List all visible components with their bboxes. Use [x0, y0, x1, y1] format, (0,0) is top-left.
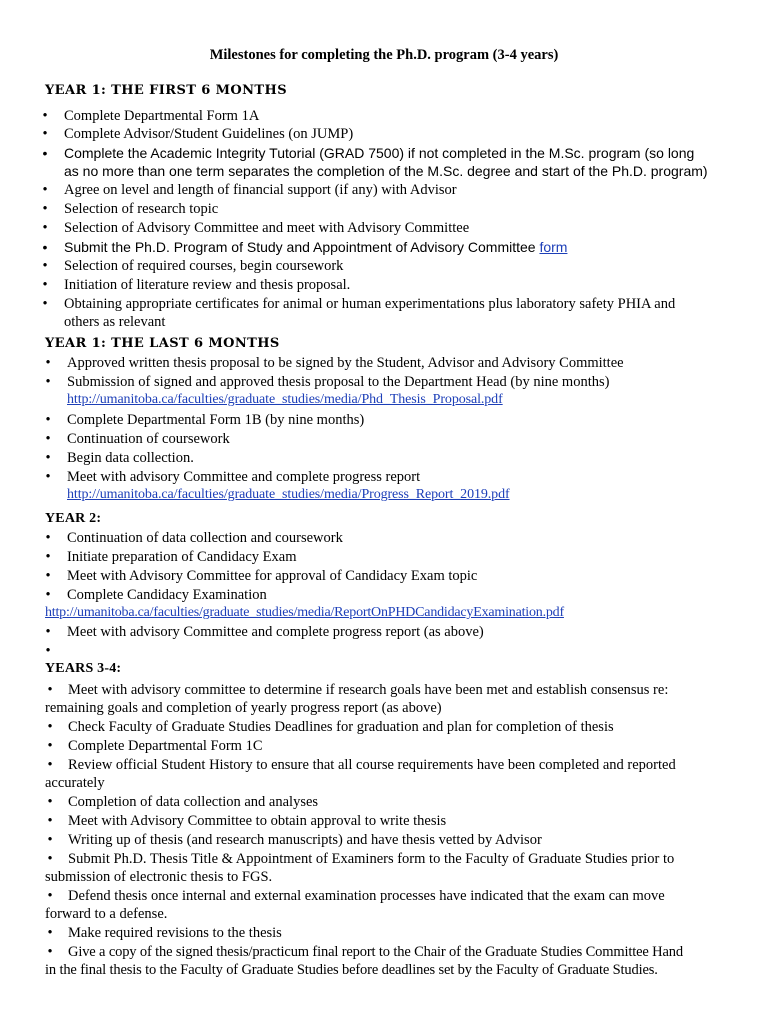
- list-item: • Continuation of data collection and coursework: [67, 529, 343, 548]
- list-item: • Check Faculty of Graduate Studies Deadlines for graduation and plan for completion of thesis: [45, 718, 614, 737]
- bullet-icon: •: [47, 719, 53, 735]
- list-item: • Complete Advisor/Student Guidelines (on JUMP): [64, 125, 353, 144]
- program-of-study-form-link[interactable]: form: [539, 239, 568, 255]
- thesis-proposal-link[interactable]: http://umanitoba.ca/faculties/graduate_studies/media/Phd_Thesis_Proposal.pdf: [67, 392, 503, 407]
- list-item: • Complete Departmental Form 1A: [64, 107, 259, 126]
- list-item: • Meet with advisory Committee and complete progress report: [67, 468, 420, 487]
- list-item: • Selection of Advisory Committee and meet with Advisory Committee: [64, 219, 469, 238]
- list-item-continuation: others as relevant: [64, 314, 166, 330]
- bullet-icon: •: [47, 851, 53, 867]
- bullet-icon: •: [47, 757, 53, 773]
- list-item: • Meet with advisory committee to determine if research goals have been met and establish consensus re:: [45, 681, 668, 700]
- bullet-icon: •: [47, 813, 53, 829]
- bullet-icon: •: [45, 355, 51, 371]
- bullet-icon: •: [45, 412, 51, 428]
- list-item-continuation: in the final thesis to the Faculty of Graduate Studies before deadlines set by the Faculty of Graduate Studies.: [45, 962, 658, 978]
- bullet-icon: •: [45, 643, 51, 659]
- bullet-icon: •: [47, 738, 53, 754]
- list-item-continuation: forward to a defense.: [45, 906, 168, 922]
- list-item: • Submit Ph.D. Thesis Title & Appointment of Examiners form to the Faculty of Graduate Studies prior to: [45, 850, 674, 869]
- bullet-icon: •: [47, 888, 53, 904]
- bullet-icon: •: [47, 925, 53, 941]
- section-heading-years3-4: YEARS 3-4:: [45, 661, 122, 676]
- list-item: • Initiate preparation of Candidacy Exam: [67, 548, 297, 567]
- list-item: • Meet with Advisory Committee for approval of Candidacy Exam topic: [67, 567, 477, 586]
- bullet-icon: •: [42, 182, 48, 198]
- bullet-icon: •: [42, 201, 48, 217]
- bullet-icon: •: [45, 374, 51, 390]
- bullet-icon: •: [45, 587, 51, 603]
- bullet-icon: •: [47, 682, 53, 698]
- bullet-icon: •: [42, 239, 48, 255]
- bullet-icon: •: [42, 108, 48, 124]
- list-item: • Submission of signed and approved thesis proposal to the Department Head (by nine months): [67, 373, 609, 392]
- bullet-icon: •: [42, 258, 48, 274]
- bullet-icon: •: [42, 220, 48, 236]
- list-item: • Completion of data collection and analyses: [45, 793, 318, 812]
- progress-report-link[interactable]: http://umanitoba.ca/faculties/graduate_studies/media/Progress_Report_2019.pdf: [67, 487, 510, 502]
- list-item: • Meet with advisory Committee and complete progress report (as above): [67, 623, 484, 642]
- list-item: • Meet with Advisory Committee to obtain approval to write thesis: [45, 812, 446, 831]
- bullet-icon: •: [47, 794, 53, 810]
- bullet-icon: •: [42, 277, 48, 293]
- page-title: Milestones for completing the Ph.D. program (3-4 years): [209, 47, 559, 63]
- list-item: • Submit the Ph.D. Program of Study and Appointment of Advisory Committee form: [64, 238, 567, 257]
- bullet-icon: •: [45, 469, 51, 485]
- bullet-icon: •: [45, 450, 51, 466]
- list-item-continuation: remaining goals and completion of yearly progress report (as above): [45, 700, 442, 716]
- list-item: • Selection of required courses, begin coursework: [64, 257, 343, 276]
- list-item: • Initiation of literature review and thesis proposal.: [64, 276, 350, 295]
- section-heading-year1-last: YEAR 1: THE LAST 6 MONTHS: [45, 336, 280, 351]
- candidacy-exam-link[interactable]: http://umanitoba.ca/faculties/graduate_studies/media/ReportOnPHDCandidacyExamination.pdf: [45, 605, 564, 620]
- section-heading-year1-first: YEAR 1: THE FIRST 6 MONTHS: [45, 83, 287, 98]
- list-item: • Complete the Academic Integrity Tutorial (GRAD 7500) if not completed in the M.Sc. program (so long: [64, 144, 694, 163]
- list-item: • Writing up of thesis (and research manuscripts) and have thesis vetted by Advisor: [45, 831, 542, 850]
- bullet-icon: •: [47, 944, 53, 960]
- list-item: • Continuation of coursework: [67, 430, 230, 449]
- list-item: • Complete Departmental Form 1C: [45, 737, 263, 756]
- bullet-icon: •: [47, 832, 53, 848]
- list-item: • Make required revisions to the thesis: [45, 924, 282, 943]
- list-item: • Complete Candidacy Examination: [67, 586, 267, 605]
- bullet-icon: •: [45, 549, 51, 565]
- section-heading-year2: YEAR 2:: [45, 511, 102, 526]
- list-item-continuation: as no more than one term separates the completion of the M.Sc. degree and start of the Ph.D. program): [64, 163, 708, 179]
- list-item: • Approved written thesis proposal to be signed by the Student, Advisor and Advisory Committee: [67, 354, 624, 373]
- bullet-icon: •: [42, 145, 48, 161]
- list-item: • Give a copy of the signed thesis/practicum final report to the Chair of the Graduate Studies Committee Hand: [45, 943, 683, 962]
- bullet-icon: •: [42, 296, 48, 312]
- list-item-continuation: accurately: [45, 775, 105, 791]
- list-item: • Agree on level and length of financial support (if any) with Advisor: [64, 181, 457, 200]
- list-item: • Defend thesis once internal and external examination processes have indicated that the exam can move: [45, 887, 665, 906]
- bullet-icon: •: [45, 624, 51, 640]
- list-item: • Selection of research topic: [64, 200, 218, 219]
- list-item: • Obtaining appropriate certificates for animal or human experimentations plus laboratory safety PHIA and: [64, 295, 675, 314]
- bullet-icon: •: [42, 126, 48, 142]
- bullet-icon: •: [45, 568, 51, 584]
- list-item: • Complete Departmental Form 1B (by nine months): [67, 411, 364, 430]
- bullet-icon: •: [45, 431, 51, 447]
- list-item: • Review official Student History to ensure that all course requirements have been completed and reported: [45, 756, 676, 775]
- list-item-continuation: submission of electronic thesis to FGS.: [45, 869, 273, 885]
- list-item: • Begin data collection.: [67, 449, 194, 468]
- bullet-icon: •: [45, 530, 51, 546]
